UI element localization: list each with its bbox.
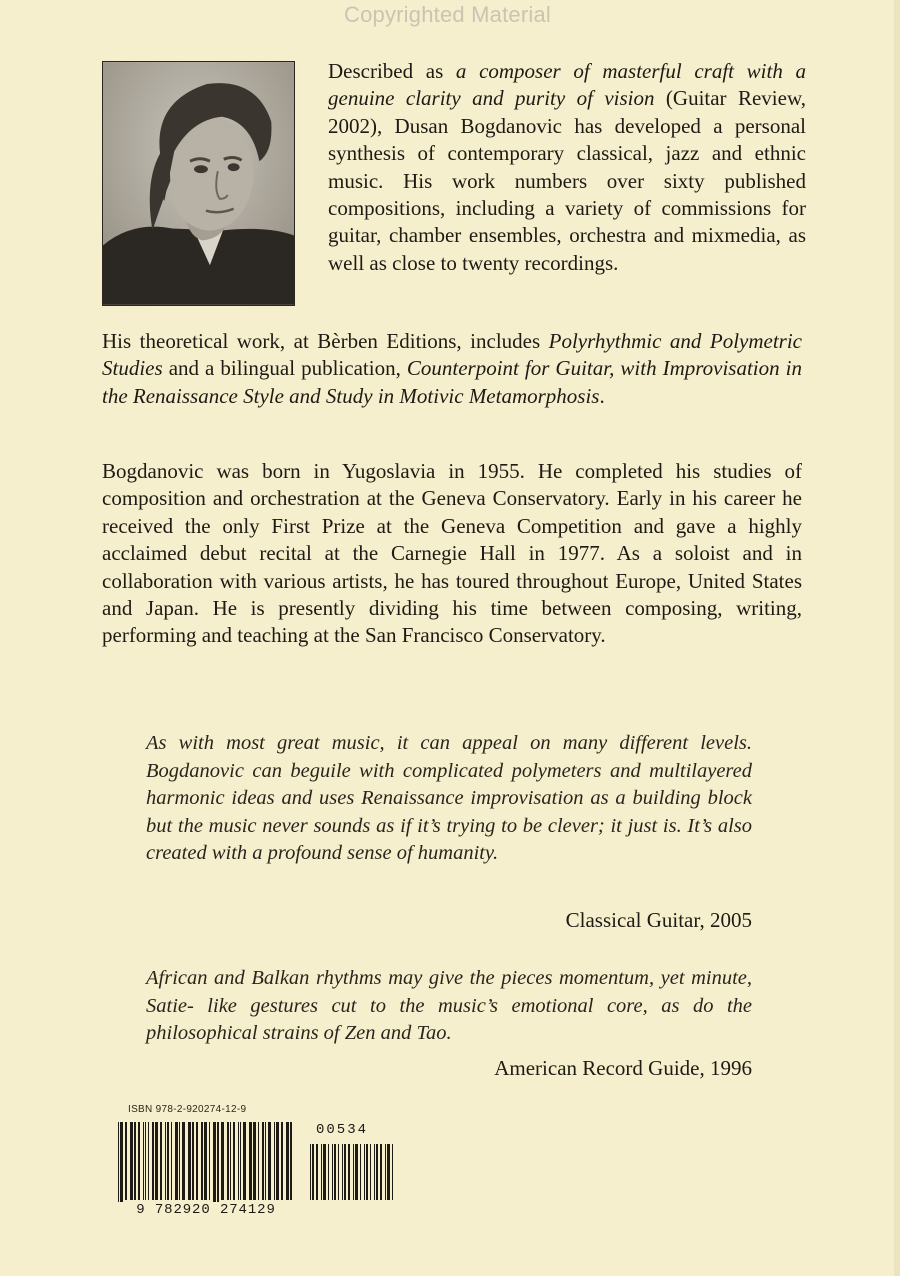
barcode-bar (204, 1122, 207, 1200)
barcode-bar (227, 1122, 229, 1200)
barcode-bar (366, 1144, 368, 1200)
copyright-watermark: Copyrighted Material (344, 2, 551, 27)
bio-p2-mid: and a bilingual publication, (162, 356, 407, 381)
page-edge (894, 0, 900, 1276)
barcode-bar (152, 1122, 154, 1200)
bio-p1-suffix: (Guitar Review, 2002), Dusan Bogdanovic has developed a personal synthesis of contemporary classical, jazz and ethnic music. His work numbers over sixty published compositions, including a variety of commissions for guitar, chamber ensembles, orchestra and mixmedia, as well as close to twenty recordings. (328, 86, 806, 275)
barcode-bar (130, 1122, 133, 1200)
barcode-bar (276, 1122, 279, 1200)
barcode-bar (148, 1122, 149, 1200)
barcode-bar (201, 1122, 203, 1200)
barcode-bar (213, 1122, 216, 1208)
barcode-bar (334, 1144, 336, 1200)
barcode-bar (120, 1122, 123, 1208)
isbn-label: ISBN 978-2-920274-12-9 (128, 1104, 247, 1115)
barcode-bar (221, 1122, 224, 1200)
barcode-bar (332, 1144, 333, 1200)
bio-paragraph-1 (328, 58, 806, 277)
barcode-bar (196, 1122, 198, 1200)
barcode-bar (370, 1144, 371, 1200)
barcode-bar (217, 1122, 219, 1208)
barcode-bar (321, 1144, 322, 1200)
author-portrait-icon (103, 62, 294, 305)
barcode-bar (348, 1144, 350, 1200)
barcode-bar (233, 1122, 235, 1200)
barcode-bar (374, 1144, 375, 1200)
barcode-bar (182, 1122, 185, 1200)
barcode-bar (353, 1144, 354, 1200)
barcode-bar (209, 1122, 210, 1200)
barcode-bar (338, 1144, 339, 1200)
barcode-bar (385, 1144, 386, 1200)
price-addon-barcode (308, 1144, 396, 1208)
barcode-bar (376, 1144, 378, 1200)
barcode-bar (312, 1144, 314, 1200)
barcode-bar (323, 1144, 326, 1200)
bio-paragraph-3: Bogdanovic was born in Yugoslavia in 1955. He completed his studies of composition and orchestration at the Geneva Conservatory. Early in his career he received the only First Prize at the Geneva Competition and gave a highly acclaimed debut recital at the Carnegie Hall in 1977. As a soloist and in collaboration with various artists, he has toured throughout Europe, United States and Japan. He is presently dividing his time between composing, writing, performing and teaching at the San Francisco Conservatory. (102, 459, 802, 648)
barcode-bar (290, 1122, 292, 1200)
bio-p2-suffix: . (599, 383, 605, 408)
barcode-bar (360, 1144, 361, 1200)
review-source-2: American Record Guide, 1996 (494, 1056, 752, 1080)
barcode-bar (380, 1144, 382, 1200)
barcode-bar (155, 1122, 158, 1200)
barcode-bar (134, 1122, 136, 1200)
bio-paragraph-2 (102, 328, 802, 410)
barcode-bar (392, 1144, 393, 1200)
barcode-bar (355, 1144, 358, 1200)
barcode-bar (167, 1122, 169, 1200)
barcode-bar (364, 1144, 365, 1200)
barcode-bar (342, 1144, 343, 1200)
barcode-bar (344, 1144, 346, 1200)
barcode-bar (310, 1144, 311, 1200)
barcode-bar (274, 1122, 275, 1200)
barcode-bar (179, 1122, 180, 1200)
review-source-1: Classical Guitar, 2005 (565, 908, 752, 932)
barcode-bar (249, 1122, 252, 1200)
barcode-bar (238, 1122, 239, 1200)
barcode-bar (387, 1144, 390, 1200)
barcode-bar (118, 1122, 119, 1208)
barcode-bar (175, 1122, 178, 1200)
barcode-bar (143, 1122, 144, 1200)
barcode-bar (188, 1122, 191, 1200)
bio-p2-title-2: Counterpoint for Guitar, with Improvisation in the Renaissance Style and Study in Motivic Metamorphosis (102, 356, 803, 408)
barcode-bar (316, 1144, 318, 1200)
barcode-bar (125, 1122, 127, 1200)
barcode-bar (268, 1122, 271, 1200)
barcode-bar (286, 1122, 289, 1200)
barcode-bar (281, 1122, 283, 1200)
price-addon-digits: 00534 (316, 1122, 369, 1138)
bio-p2-prefix: His theoretical work, at Bèrben Editions, includes (102, 329, 549, 353)
isbn-barcode (116, 1122, 296, 1208)
barcode-bar (230, 1122, 231, 1200)
review-quote-2: African and Balkan rhythms may give the pieces momentum, yet minute, Satie- like gestures cut to the music’s emotional core, as do the philosophical strains of Zen and Tao. (146, 967, 752, 1045)
bio-p2-title-1: Polyrhythmic and Polymetric Studies (102, 329, 802, 381)
barcode-bar (258, 1122, 259, 1200)
barcode-bar (243, 1122, 246, 1200)
barcode-bar (192, 1122, 194, 1200)
isbn-barcode-digits: 9 782920 274129 (114, 1202, 298, 1218)
review-quote-1: As with most great music, it can appeal on many different levels. Bogdanovic can beguile with complicated polymeters and multilayered harmonic ideas and uses Renaissance improvisation as a building block but the music never sounds as if it’s trying to be clever; it just is. It’s also created with a profound sense of humanity. (146, 732, 752, 865)
bio-p1-quote: a composer of masterful craft with a genuine clarity and purity of vision (328, 59, 806, 111)
barcode-bar (262, 1122, 264, 1200)
barcode-bar (253, 1122, 256, 1200)
barcode-bar (160, 1122, 162, 1200)
author-photo (102, 61, 295, 306)
barcode-bar (138, 1122, 140, 1200)
barcode-bar (171, 1122, 172, 1200)
barcode-bar (265, 1122, 266, 1200)
barcode-bar (240, 1122, 241, 1200)
barcode-bar (165, 1122, 166, 1200)
barcode-bar (145, 1122, 146, 1200)
barcode-bar (328, 1144, 329, 1200)
bio-p1-prefix: Described as (328, 59, 456, 83)
